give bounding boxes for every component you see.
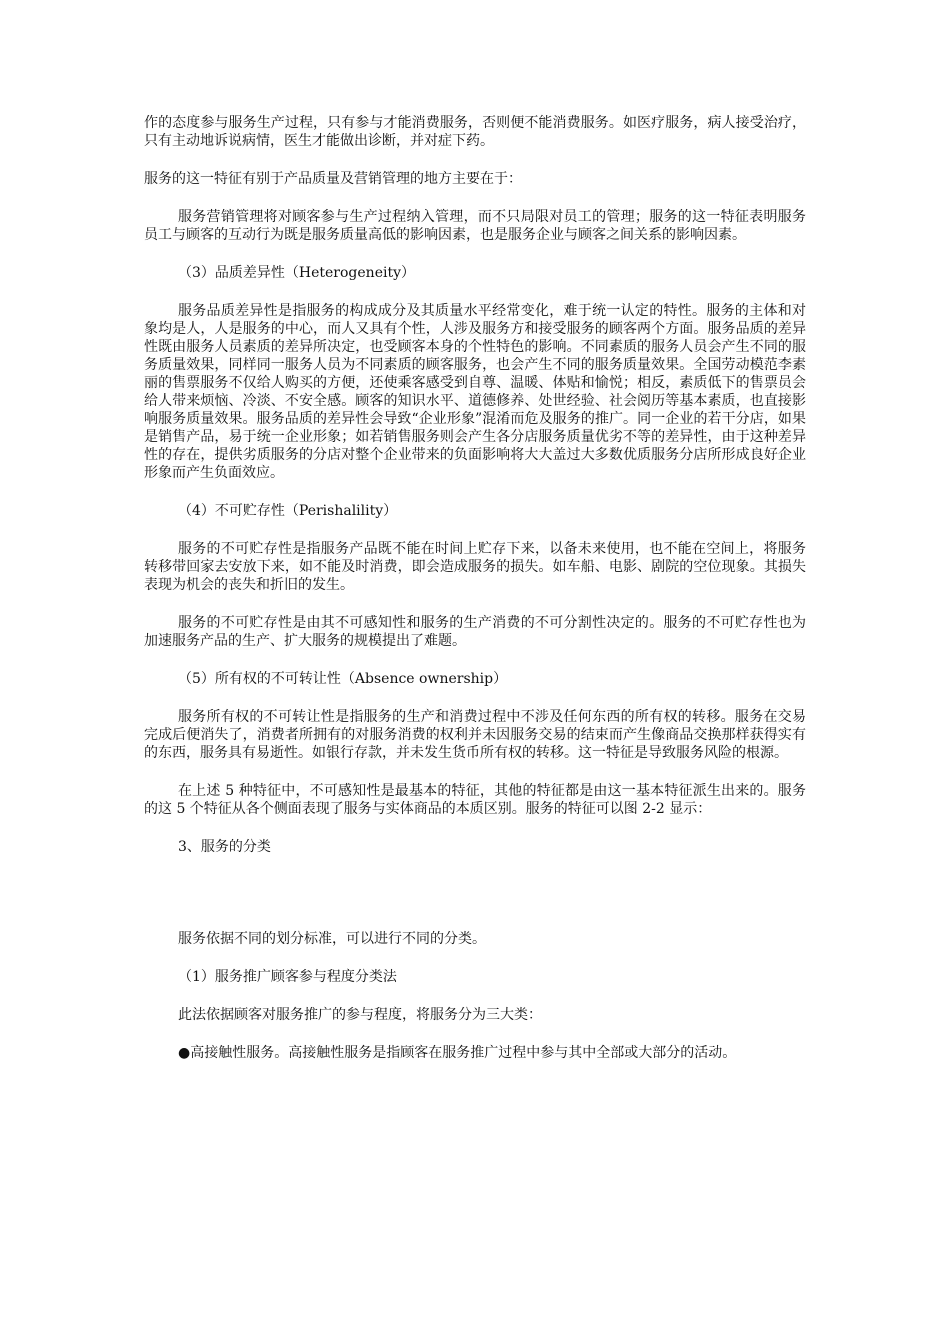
paragraph-ownership: 服务所有权的不可转让性是指服务的生产和消费过程中不涉及任何东西的所有权的转移。服务在交易完成后便消失了，消费者所拥有的对服务消费的权利并未因服务交易的结束而产生像商品交换那样获得实有的东西，服务具有易逝性。如银行存款，并未发生货币所有权的转移。这一特征是导致服务风险的根源。	[144, 709, 806, 761]
paragraph-participation-intro: 此法依据顾客对服务推广的参与程度，将服务分为三大类：	[178, 1007, 542, 1023]
paragraph-marketing-management: 服务营销管理将对顾客参与生产过程纳入管理，而不只局限对员工的管理；服务的这一特征表明服务员工与顾客的互动行为既是服务质量高低的影响因素，也是服务企业与顾客之间关系的影响因素。	[144, 209, 806, 243]
section-heading-heterogeneity: （3）品质差异性（Heterogeneity）	[178, 265, 415, 281]
paragraph-heterogeneity: 服务品质差异性是指服务的构成成分及其质量水平经常变化，难于统一认定的特性。服务的主体和对象均是人，人是服务的中心，而人又具有个性，人涉及服务方和接受服务的顾客两个方面。服务品质的差异性既由服务人员素质的差异所决定，也受顾客本身的个性特色的影响。不同素质的服务人员会产生不同的服务质量效果，同样同一服务人员为不同素质的顾客服务，也会产生不同的服务质量效果。全国劳动模范李素丽的售票服务不仅给人购买的方便，还使乘客感受到自尊、温暖、体贴和愉悦；相反，素质低下的售票员会给人带来烦恼、冷淡、不安全感。顾客的知识水平、道德修养、处世经验、社会阅历等基本素质，也直接影响服务质量效果。服务品质的差异性会导致“企业形象”混淆而危及服务的推广。同一企业的若干分店，如果是销售产品，易于统一企业形象；如若销售服务则会产生各分店服务质量优劣不等的差异性，由于这种差异性的存在，提供劣质服务的分店对整个企业带来的负面影响将大大盖过大多数优质服务分店所形成良好企业形象而产生负面效应。	[144, 303, 806, 481]
section-heading-participation: （1）服务推广顾客参与程度分类法	[178, 969, 397, 985]
bullet-high-contact-service: ●高接触性服务。高接触性服务是指顾客在服务推广过程中参与其中全部或大部分的活动。	[178, 1045, 737, 1061]
paragraph-five-features: 在上述 5 种特征中，不可感知性是最基本的特征，其他的特征都是由这一基本特征派生出来的。服务的这 5 个特征从各个侧面表现了服务与实体商品的本质区别。服务的特征可以图 2-2 显示：	[144, 783, 806, 817]
paragraph-feature-difference: 服务的这一特征有别于产品质量及营销管理的地方主要在于：	[144, 171, 522, 187]
paragraph-classification-intro: 服务依据不同的划分标准，可以进行不同的分类。	[178, 931, 486, 947]
paragraph-perishability-1: 服务的不可贮存性是指服务产品既不能在时间上贮存下来，以备未来使用，也不能在空间上，将服务转移带回家去安放下来，如不能及时消费，即会造成服务的损失。如车船、电影、剧院的空位现象。其损失表现为机会的丧失和折旧的发生。	[144, 541, 806, 593]
section-heading-ownership: （5）所有权的不可转让性（Absence ownership）	[178, 671, 508, 687]
section-heading-classification: 3、服务的分类	[178, 839, 271, 855]
section-heading-perishability: （4）不可贮存性（Perishalility）	[178, 503, 398, 519]
paragraph-perishability-2: 服务的不可贮存性是由其不可感知性和服务的生产消费的不可分割性决定的。服务的不可贮存性也为加速服务产品的生产、扩大服务的规模提出了难题。	[144, 615, 806, 649]
paragraph-continuation: 作的态度参与服务生产过程，只有参与才能消费服务，否则便不能消费服务。如医疗服务，病人接受治疗，只有主动地诉说病情，医生才能做出诊断，并对症下药。	[144, 115, 806, 149]
blank-spacer	[144, 876, 806, 930]
